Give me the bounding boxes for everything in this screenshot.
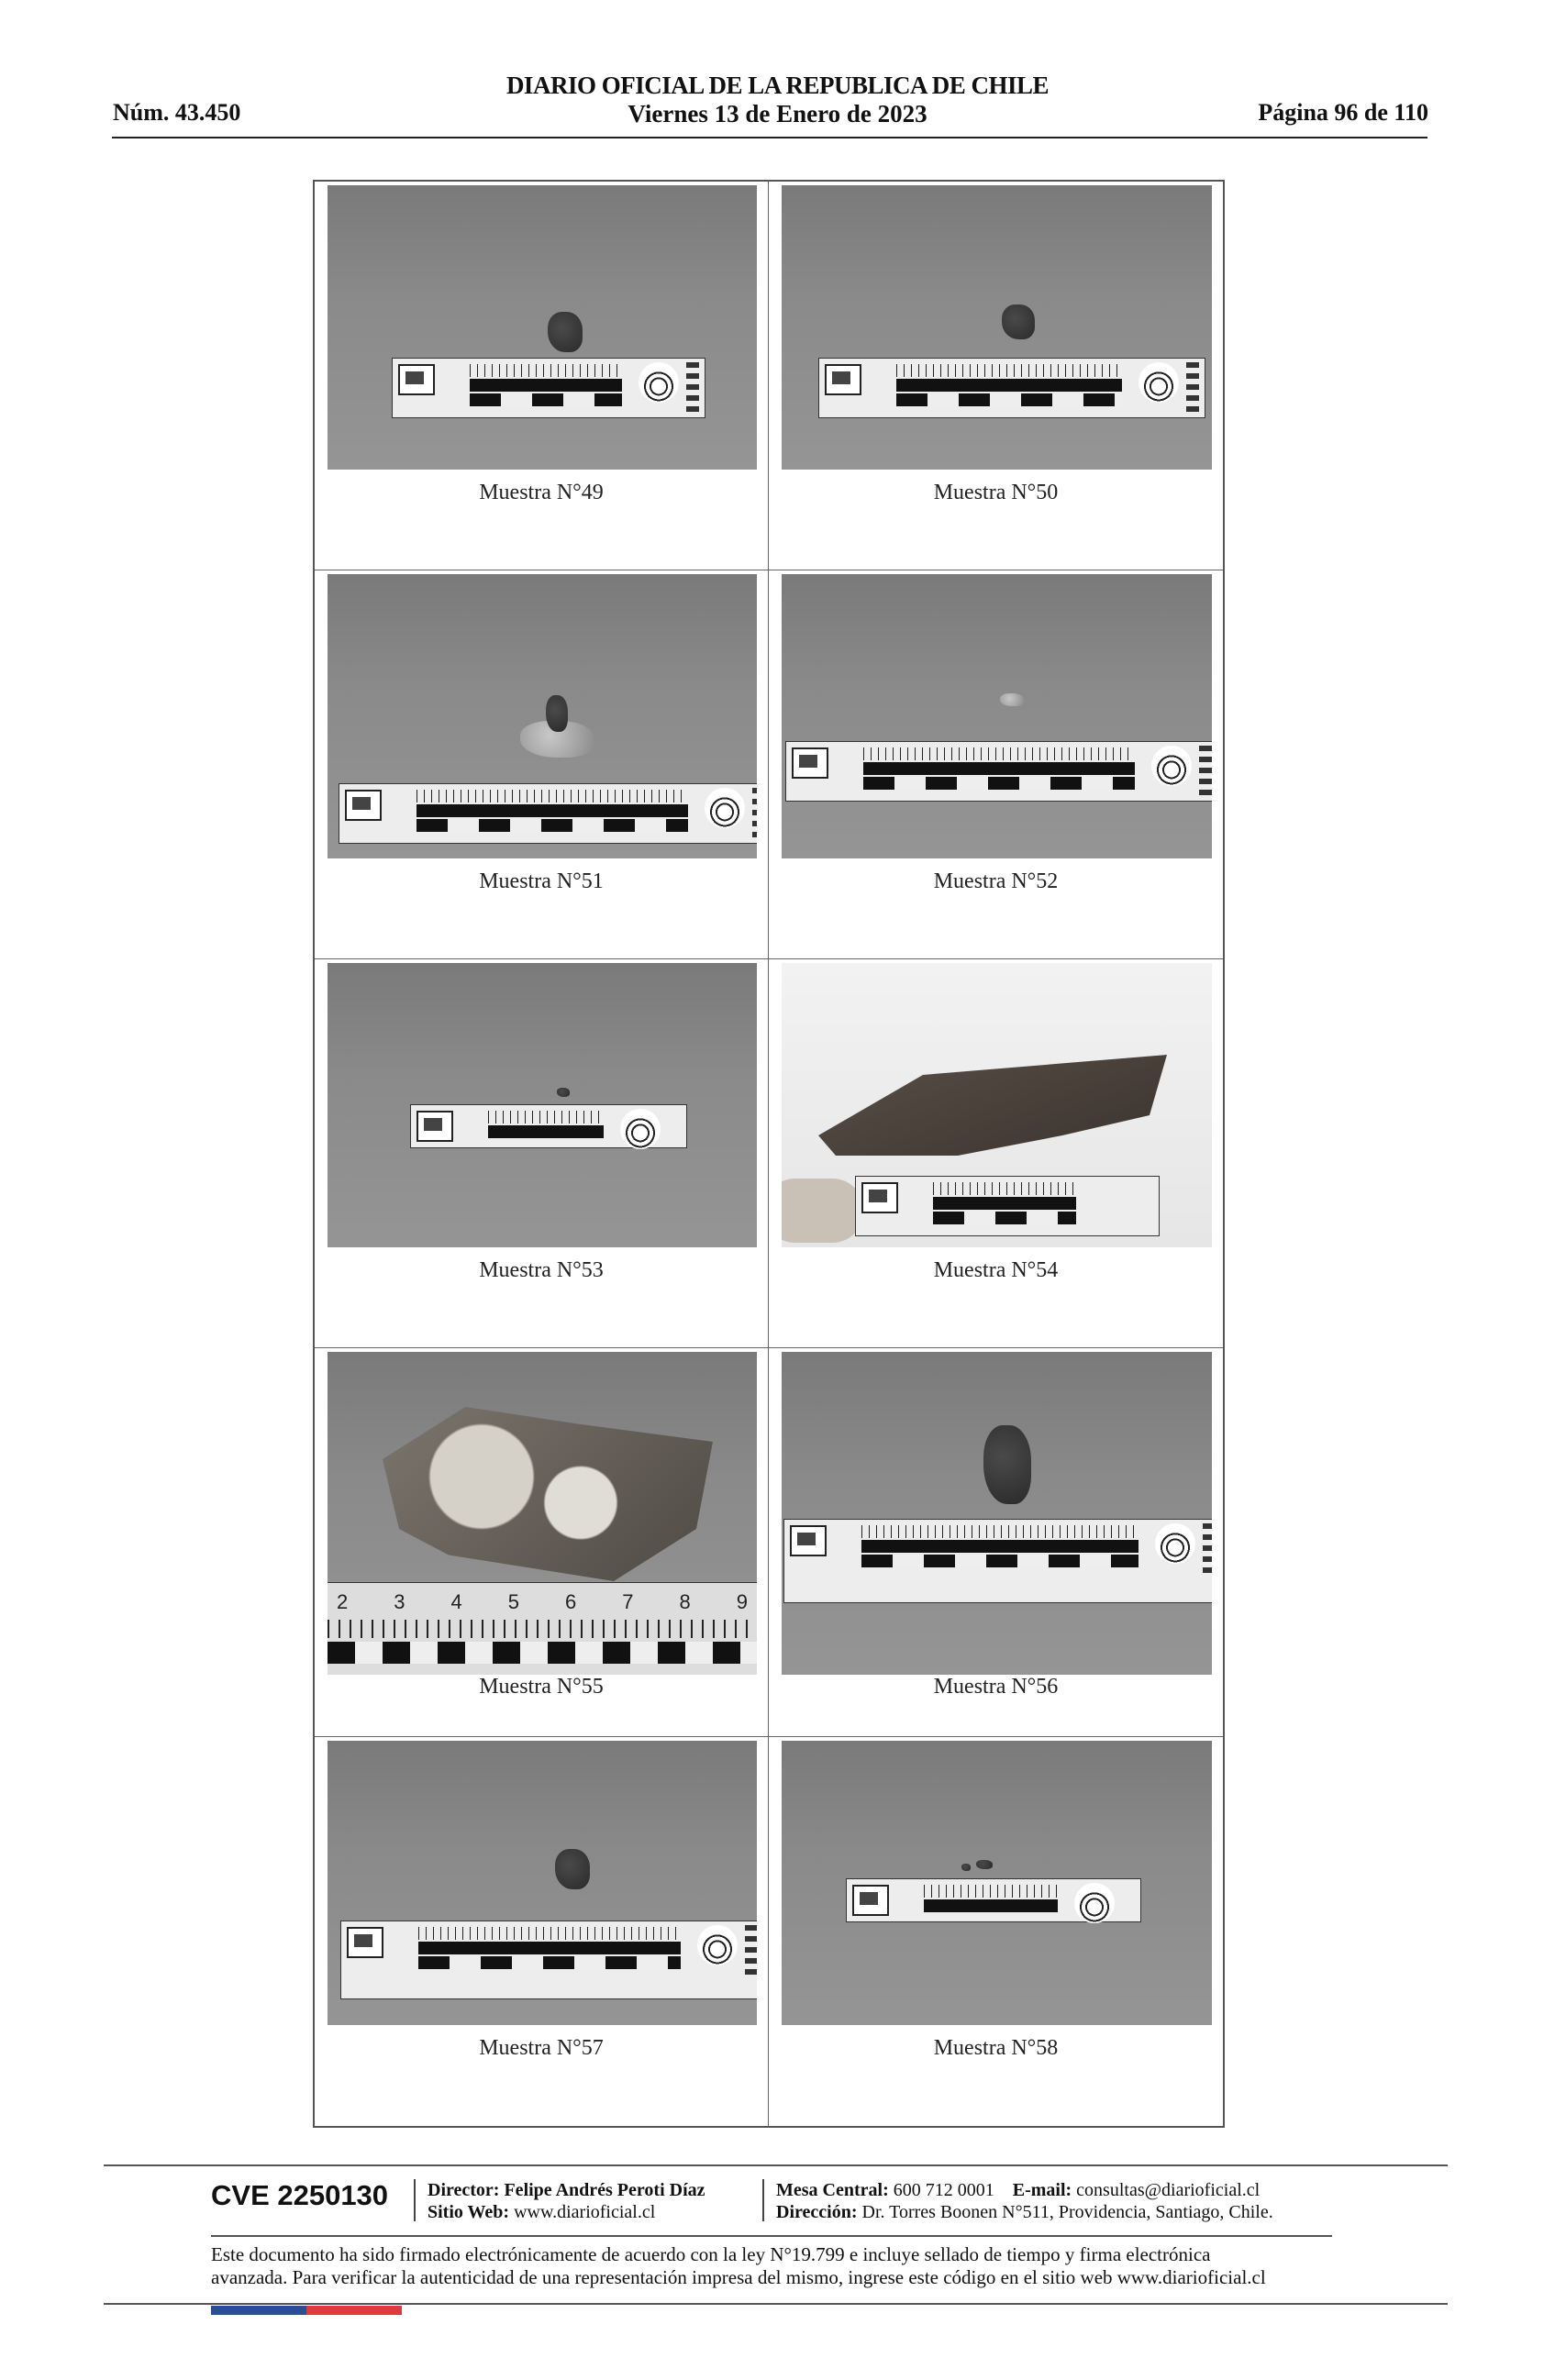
signature-notice [211,2243,1349,2289]
specimen-image [546,695,568,732]
header-divider [112,137,1427,138]
mesa-label: Mesa Central: [776,2180,889,2200]
sample-photo [328,1741,757,2025]
footer-separator [762,2179,764,2221]
email-label: E-mail: [1012,2180,1072,2200]
address-label: Dirección: [776,2202,858,2222]
signature-notice-line: avanzada. Para verificar la autenticidad de una representación impresa del mismo, ingrese este código en el sitio web www.diarioficial.cl [211,2266,1266,2288]
sample-caption: Muestra N°55 [479,1675,604,1699]
sample-cell-58 [769,1737,1223,2126]
scale-ruler: 2 3 4 5 6 7 8 9 [328,1582,757,1675]
footer-separator [414,2179,416,2221]
issue-number: Núm. 43.450 [113,99,241,126]
specimen-image [1002,304,1035,339]
publication-title: DIARIO OFICIAL DE LA REPUBLICA DE CHILE [505,72,1050,99]
sample-cell-56 [769,1348,1223,1737]
scale-ruler [783,1519,1212,1603]
scale-ruler [340,1921,757,1999]
flag-stripe-red [306,2306,402,2315]
sample-photo [782,185,1212,470]
scale-ruler [785,741,1212,802]
sample-cell-52 [769,570,1223,959]
footer-contact-block [776,2179,1273,2223]
website-link[interactable]: www.diarioficial.cl [514,2202,656,2222]
sample-photo [328,963,757,1247]
specimen-image [1000,693,1024,706]
footer-divider [104,2164,1448,2166]
scale-ruler [392,358,705,418]
scale-ruler [339,783,757,844]
sample-cell-57 [315,1737,769,2126]
sample-caption: Muestra N°56 [933,1675,1059,1699]
sample-caption: Muestra N°50 [933,481,1059,504]
sample-caption: Muestra N°53 [479,1258,604,1282]
sample-caption: Muestra N°57 [479,2036,604,2060]
hand-image [782,1179,864,1243]
address-value: Dr. Torres Boonen N°511, Providencia, Santiago, Chile. [861,2202,1273,2222]
sample-photo [782,574,1212,858]
sample-caption: Muestra N°52 [933,869,1059,893]
sample-photo [328,574,757,858]
specimen-image [548,312,583,352]
cve-code: CVE 2250130 [211,2179,389,2211]
scale-ruler [846,1878,1141,1922]
sample-photo [782,963,1212,1247]
sample-cell-54 [769,959,1223,1348]
footer-divider [211,2235,1332,2237]
sample-cell-50 [769,182,1223,570]
sample-cell-49 [315,182,769,570]
scale-ruler [818,358,1205,418]
scale-ruler [855,1176,1160,1236]
mesa-phone: 600 712 0001 [893,2180,994,2200]
scale-ruler [410,1104,687,1148]
director-name: Felipe Andrés Peroti Díaz [504,2180,705,2200]
specimen-image [983,1425,1031,1504]
flag-stripe-blue [211,2306,306,2315]
email-link[interactable]: consultas@diarioficial.cl [1076,2180,1261,2200]
sample-photo [328,1352,757,1675]
specimen-image [555,1849,590,1889]
sample-photo [328,185,757,470]
specimen-image [383,1407,713,1581]
page-indicator: Página 96 de 110 [1258,99,1428,126]
sample-caption: Muestra N°54 [933,1258,1059,1282]
director-label: Director: [428,2180,500,2200]
specimen-image [961,1864,971,1871]
footer-director-block [428,2179,705,2223]
specimen-image [976,1860,993,1869]
sample-caption: Muestra N°49 [479,481,604,504]
samples-table [313,180,1225,2128]
sample-cell-53 [315,959,769,1348]
signature-notice-line: Este documento ha sido firmado electrónicamente de acuerdo con la ley N°19.799 e incluye sellado de tiempo y firma electrónica [211,2243,1211,2265]
specimen-image [557,1088,570,1097]
sample-caption: Muestra N°58 [933,2036,1059,2060]
publication-date: Viernes 13 de Enero de 2023 [628,100,927,127]
sample-photo [782,1352,1212,1675]
sample-photo [782,1741,1212,2025]
website-label: Sitio Web: [428,2202,510,2222]
specimen-image [818,1055,1167,1156]
sample-cell-55 [315,1348,769,1737]
sample-caption: Muestra N°51 [479,869,604,893]
footer-divider [104,2303,1448,2305]
sample-cell-51 [315,570,769,959]
